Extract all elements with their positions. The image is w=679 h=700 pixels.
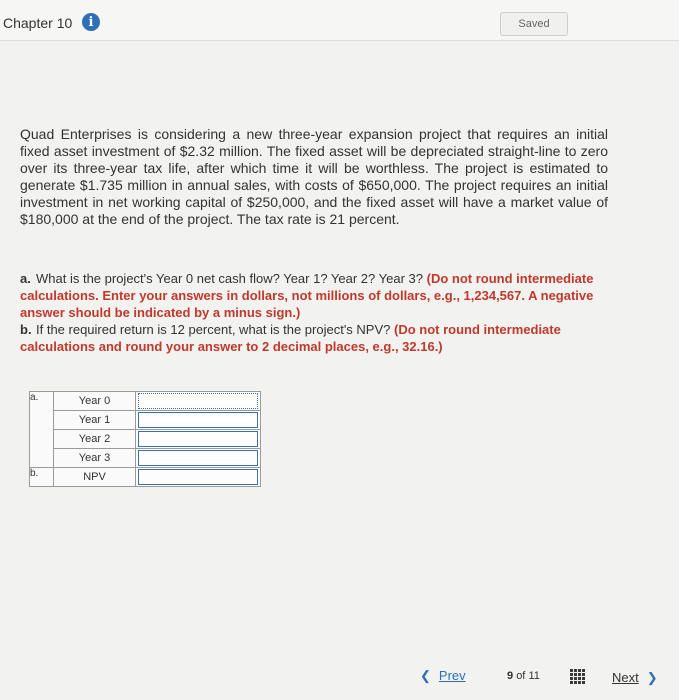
- year-2-input[interactable]: [138, 431, 258, 447]
- year-0-input[interactable]: [138, 393, 258, 409]
- footer-nav: [0, 660, 679, 700]
- header-bar: [0, 0, 679, 41]
- next-button[interactable]: [612, 670, 676, 690]
- page-total: 11: [528, 670, 540, 682]
- prev-label: Prev: [438, 668, 466, 683]
- chapter-title: Chapter 10: [3, 15, 73, 31]
- question-a: [20, 270, 610, 321]
- chevron-left-icon: ❮: [420, 668, 431, 683]
- page-of: of: [516, 670, 526, 682]
- question-b-hint: (Do not round intermediate calculations and round your answer to 2 decimal places, e.g., 32.16.): [20, 322, 561, 354]
- problem-statement: Quad Enterprises is considering a new three-year expansion project that requires an initial fixed asset investment of $2.32 million. The fixed asset will be depreciated straight-line to zero over its three-year tax life, after which time it will be worthless. The project is estimated to generate $1.735 million in annual sales, with costs of $650,000. The project requires an initial investment in net working capital of $250,000, and the fixed asset will have a market value of $180,000 at the end of the project. The tax rate is 21 percent.: [20, 126, 608, 227]
- prev-button[interactable]: [420, 668, 466, 684]
- table-row: [30, 449, 261, 468]
- question-a-letter: a.: [20, 271, 31, 286]
- npv-input[interactable]: [138, 469, 258, 485]
- question-a-hint: (Do not round intermediate calculations. Enter your answers in dollars, not millions of dollars, e.g., 1,234,567. A negative answer should be indicated by a minus sign.): [20, 271, 594, 320]
- page-counter: [507, 670, 540, 682]
- part-a-label: a.: [30, 392, 54, 468]
- chevron-right-icon: ❯: [646, 670, 658, 685]
- next-label: Next: [612, 670, 639, 685]
- question-a-text: What is the project's Year 0 net cash flow? Year 1? Year 2? Year 3?: [36, 271, 423, 286]
- grid-icon[interactable]: [570, 669, 585, 684]
- question-b-text: If the required return is 12 percent, what is the project's NPV?: [36, 322, 391, 337]
- question-b: [20, 321, 610, 355]
- part-b-label: b.: [30, 468, 54, 487]
- row-label: Year 0: [54, 392, 136, 411]
- table-row: [30, 392, 261, 411]
- row-label: Year 1: [54, 411, 136, 430]
- table-row: [30, 430, 261, 449]
- table-row: [30, 411, 261, 430]
- row-label: Year 2: [54, 430, 136, 449]
- year-3-input[interactable]: [138, 450, 258, 466]
- info-icon[interactable]: i: [82, 13, 100, 31]
- page-current: 9: [507, 670, 514, 682]
- table-row: [30, 468, 261, 487]
- question-b-letter: b.: [20, 322, 32, 337]
- year-1-input[interactable]: [138, 412, 258, 428]
- answer-table: [29, 391, 261, 487]
- saved-status-badge: Saved: [500, 12, 568, 36]
- row-label: Year 3: [54, 449, 136, 468]
- row-label: NPV: [54, 468, 136, 487]
